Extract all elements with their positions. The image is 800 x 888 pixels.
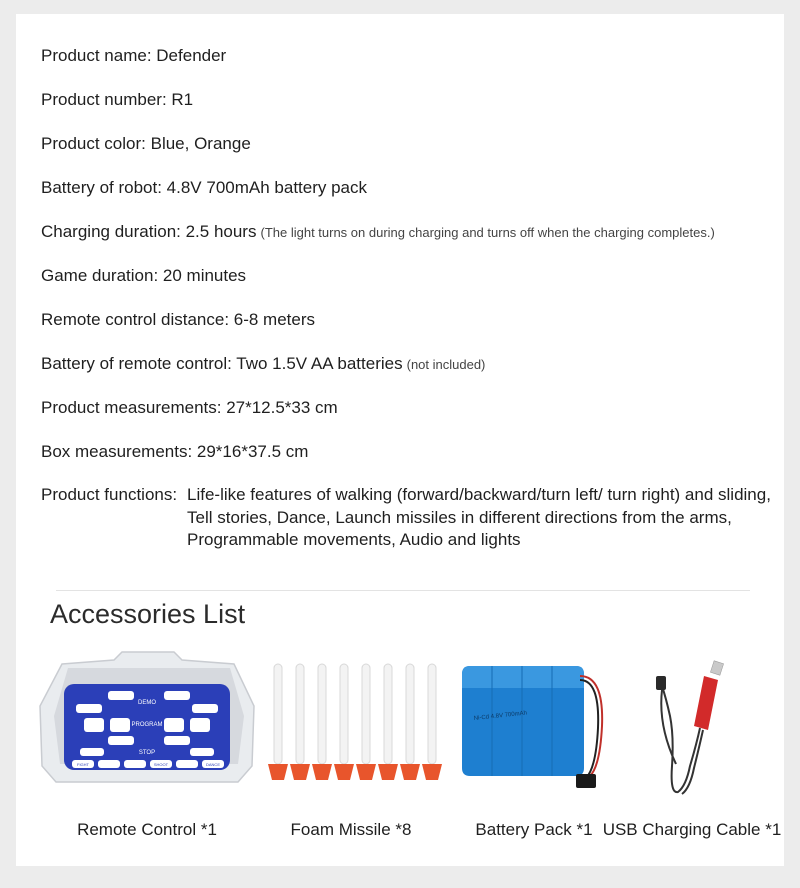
battery-label: Ni-Cd 4.8V 700mAh	[473, 710, 528, 722]
caption-usb-cable: USB Charging Cable *1	[602, 820, 782, 839]
foam-missile-icon	[256, 646, 446, 796]
remote-shoot-label: SHOOT	[153, 762, 169, 767]
charging-note: (The light turns on during charging and turns off when the charging completes.)	[260, 225, 715, 240]
accessory-usb-cable	[600, 646, 784, 846]
remote-control-icon	[24, 646, 270, 796]
remote-stop-label: STOP	[138, 750, 156, 756]
spec-product-name: Product name: Defender	[41, 46, 227, 65]
accessory-battery-pack	[454, 646, 614, 846]
battery-pack-icon	[454, 646, 614, 796]
accessory-remote-control	[24, 646, 270, 846]
spec-robot-battery: Battery of robot: 4.8V 700mAh battery pack	[41, 178, 368, 197]
remote-program-label: PROGRAM	[131, 722, 163, 728]
spec-product-measurements: Product measurements: 27*12.5*33 cm	[41, 398, 338, 417]
spec-box-measurements: Box measurements: 29*16*37.5 cm	[41, 442, 309, 461]
spec-product-color: Product color: Blue, Orange	[41, 134, 251, 153]
remote-fight-label: FIGHT	[77, 762, 89, 767]
spec-remote-battery: Battery of remote control: Two 1.5V AA batteries (not included)	[41, 354, 486, 373]
usb-cable-icon	[600, 646, 784, 796]
divider	[56, 590, 750, 591]
spec-game-duration: Game duration: 20 minutes	[41, 266, 247, 285]
spec-remote-distance: Remote control distance: 6-8 meters	[41, 310, 316, 329]
spec-charging-duration: Charging duration: 2.5 hours (The light turns on during charging and turns off when the charging completes.)	[41, 222, 715, 241]
functions-text: Life-like features of walking (forward/backward/turn left/ turn right) and sliding, Tell stories, Dance, Launch missiles in different directions from the arms, Programmable movements, Audio and lights	[187, 485, 771, 549]
functions-label: Product functions:	[41, 485, 178, 504]
caption-battery-pack: Battery Pack *1	[475, 820, 593, 839]
caption-remote-control: Remote Control *1	[77, 820, 217, 839]
accessories-title: Accessories List	[50, 599, 246, 629]
accessory-foam-missile	[256, 646, 446, 846]
remote-demo-label: DEMO	[138, 700, 156, 706]
spec-product-number: Product number: R1	[41, 90, 194, 109]
spec-card	[16, 14, 784, 866]
caption-foam-missile: Foam Missile *8	[290, 820, 412, 839]
remote-battery-note: (not included)	[406, 357, 486, 372]
remote-dance-label: DANCE	[205, 762, 221, 767]
